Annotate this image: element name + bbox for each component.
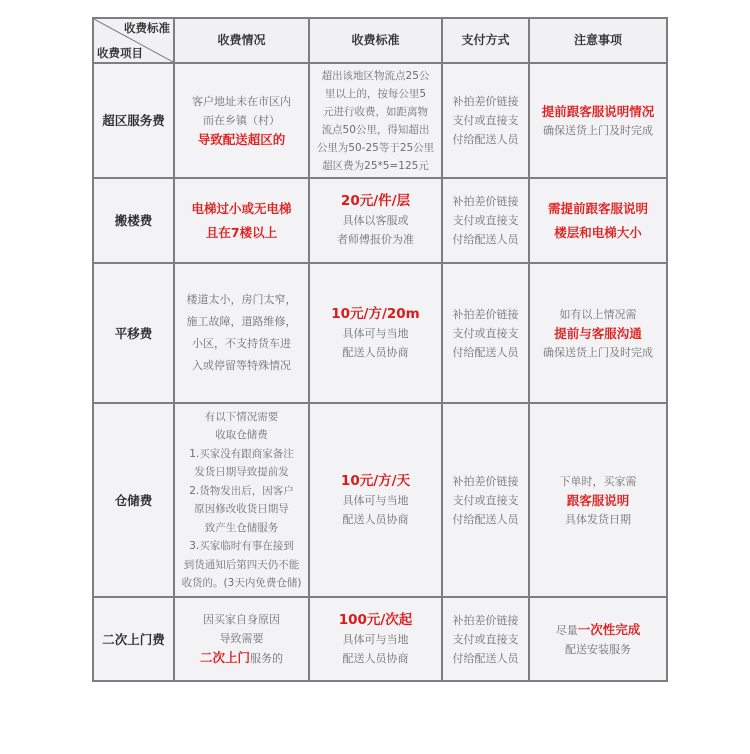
text-fragment: 服务的 — [250, 652, 283, 665]
text-line: 具体以客服或 — [342, 214, 409, 227]
text-line: 配送人员协商 — [342, 345, 409, 359]
text-line: 配送人员协商 — [342, 512, 409, 526]
text-line: 付给配送人员 — [452, 512, 519, 526]
text-line: 楼道太小，房门太窄， — [186, 293, 297, 306]
text-line: 3.买家临时有事在接到 — [189, 540, 294, 552]
text-line: 确保送货上门及时完成 — [543, 345, 653, 359]
text-line: 1.买家没有跟商家备注 — [189, 447, 294, 460]
text-line: 收货的。(3天内免费仓储) — [181, 577, 302, 589]
fee-standard — [309, 403, 442, 597]
fee-payment — [442, 403, 529, 597]
highlight-text: 一次性完成 — [577, 621, 641, 637]
text-line: 入或停留等特殊情况 — [192, 359, 291, 372]
fee-table — [92, 17, 668, 682]
text-line: 如有以上情况需 — [559, 307, 637, 321]
text-line: 下单时，买家需 — [559, 474, 637, 488]
text-line: 有以下情况需要 — [204, 410, 279, 423]
text-line: 付给配送人员 — [452, 233, 519, 246]
header-row — [93, 18, 667, 63]
highlight-text: 二次上门 — [199, 650, 250, 665]
text-line: 支付或直接支 — [452, 114, 519, 127]
header-payment: 支付方式 — [442, 18, 529, 63]
text-line: 支付或直接支 — [452, 326, 519, 340]
text-line: 付给配送人员 — [452, 651, 519, 665]
text-line: 因买家自身原因 — [203, 613, 280, 626]
text-line: 补拍差价链接 — [452, 307, 519, 321]
text-line: 施工故障，道路维修， — [186, 315, 297, 328]
fee-item-name: 超区服务费 — [93, 63, 174, 178]
price-text: 10元/方/天 — [340, 472, 411, 489]
text-line: 配送人员协商 — [342, 651, 409, 665]
highlight-text: 电梯过小或无电梯 — [191, 200, 292, 216]
fee-payment — [442, 178, 529, 263]
text-line: 客户地址未在市区内 — [192, 95, 291, 108]
highlight-text: 楼层和电梯大小 — [554, 224, 642, 240]
text-line — [534, 620, 662, 640]
text-line: 补拍差价链接 — [452, 474, 519, 488]
text-line: 发货日期导致提前发 — [194, 466, 289, 478]
fee-standard — [309, 178, 442, 263]
text-line: 超出该地区物流点25公 — [321, 69, 430, 82]
text-line: 到货通知后第四天仍不能 — [183, 558, 300, 571]
text-line: 具体可与当地 — [342, 493, 409, 507]
fee-notes — [529, 403, 667, 597]
text-line: 付给配送人员 — [452, 133, 519, 146]
fee-situation — [174, 403, 309, 597]
text-line — [179, 648, 304, 668]
text-line: 公里为50-25等于25公里 — [316, 141, 435, 154]
text-line: 超区费为25*5=125元 — [322, 159, 429, 172]
fee-standard — [309, 63, 442, 178]
fee-standard — [309, 263, 442, 403]
text-fragment: 尽量 — [555, 623, 578, 637]
fee-payment — [442, 263, 529, 403]
text-line: 配送安装服务 — [565, 642, 631, 656]
fee-situation — [174, 263, 309, 403]
text-line: 原因修改收货日期导 — [194, 503, 289, 515]
text-line: 而在乡镇（村） — [203, 114, 280, 127]
text-line: 补拍差价链接 — [452, 195, 519, 208]
text-line: 元进行收费，如距离物 — [323, 105, 428, 118]
text-line: 2.货物发出后，因客户 — [189, 484, 294, 497]
table-row — [93, 403, 667, 597]
fee-item-name: 仓储费 — [93, 403, 174, 597]
price-text: 20元/件/层 — [340, 193, 411, 209]
text-line: 小区，不支持货车进 — [192, 337, 291, 350]
fee-payment — [442, 597, 529, 681]
fee-notes — [529, 178, 667, 263]
text-line: 致产生仓储服务 — [204, 521, 279, 534]
fee-item-name: 二次上门费 — [93, 597, 174, 681]
highlight-text: 提前与客服沟通 — [554, 325, 642, 341]
text-line: 流点50公里，得知超出 — [321, 123, 430, 136]
table-row — [93, 178, 667, 263]
highlight-text: 跟客服说明 — [566, 492, 630, 508]
fee-payment — [442, 63, 529, 178]
price-text: 100元/次起 — [338, 611, 413, 628]
highlight-text: 且在7楼以上 — [205, 224, 278, 240]
text-line: 者师傅报价为准 — [337, 233, 414, 246]
text-line: 具体发货日期 — [565, 512, 631, 526]
text-line: 付给配送人员 — [452, 345, 519, 359]
fee-notes — [529, 263, 667, 403]
price-text: 10元/方/20m — [331, 305, 420, 322]
header-standard: 收费标准 — [309, 18, 442, 63]
fee-situation — [174, 63, 309, 178]
fee-item-name: 平移费 — [93, 263, 174, 403]
fee-standard — [309, 597, 442, 681]
text-line: 确保送货上门及时完成 — [543, 123, 653, 137]
text-line: 支付或直接支 — [452, 214, 519, 227]
table-row — [93, 63, 667, 178]
highlight-text: 提前跟客服说明情况 — [541, 103, 655, 119]
header-situation: 收费情况 — [174, 18, 309, 63]
text-line: 导致需要 — [219, 632, 264, 645]
text-line: 支付或直接支 — [452, 632, 519, 646]
fee-situation — [174, 178, 309, 263]
text-line: 里以上的，按每公里5 — [324, 87, 427, 100]
text-line: 具体可与当地 — [342, 632, 409, 646]
text-line: 补拍差价链接 — [452, 95, 519, 108]
text-line: 收取仓储费 — [215, 429, 268, 441]
highlight-text: 需提前跟客服说明 — [547, 200, 648, 216]
text-line: 支付或直接支 — [452, 493, 519, 507]
corner-header-cell — [93, 18, 174, 63]
corner-label-standard: 收费标准 — [124, 21, 170, 35]
corner-label-item: 收费项目 — [97, 46, 143, 60]
fee-item-name: 搬楼费 — [93, 178, 174, 263]
fee-notes — [529, 63, 667, 178]
highlight-text: 导致配送超区的 — [197, 132, 286, 147]
header-notes: 注意事项 — [529, 18, 667, 63]
text-line: 具体可与当地 — [342, 326, 409, 340]
fee-notes — [529, 597, 667, 681]
table-row — [93, 263, 667, 403]
text-line: 补拍差价链接 — [452, 613, 519, 627]
fee-situation — [174, 597, 309, 681]
table-row — [93, 597, 667, 681]
